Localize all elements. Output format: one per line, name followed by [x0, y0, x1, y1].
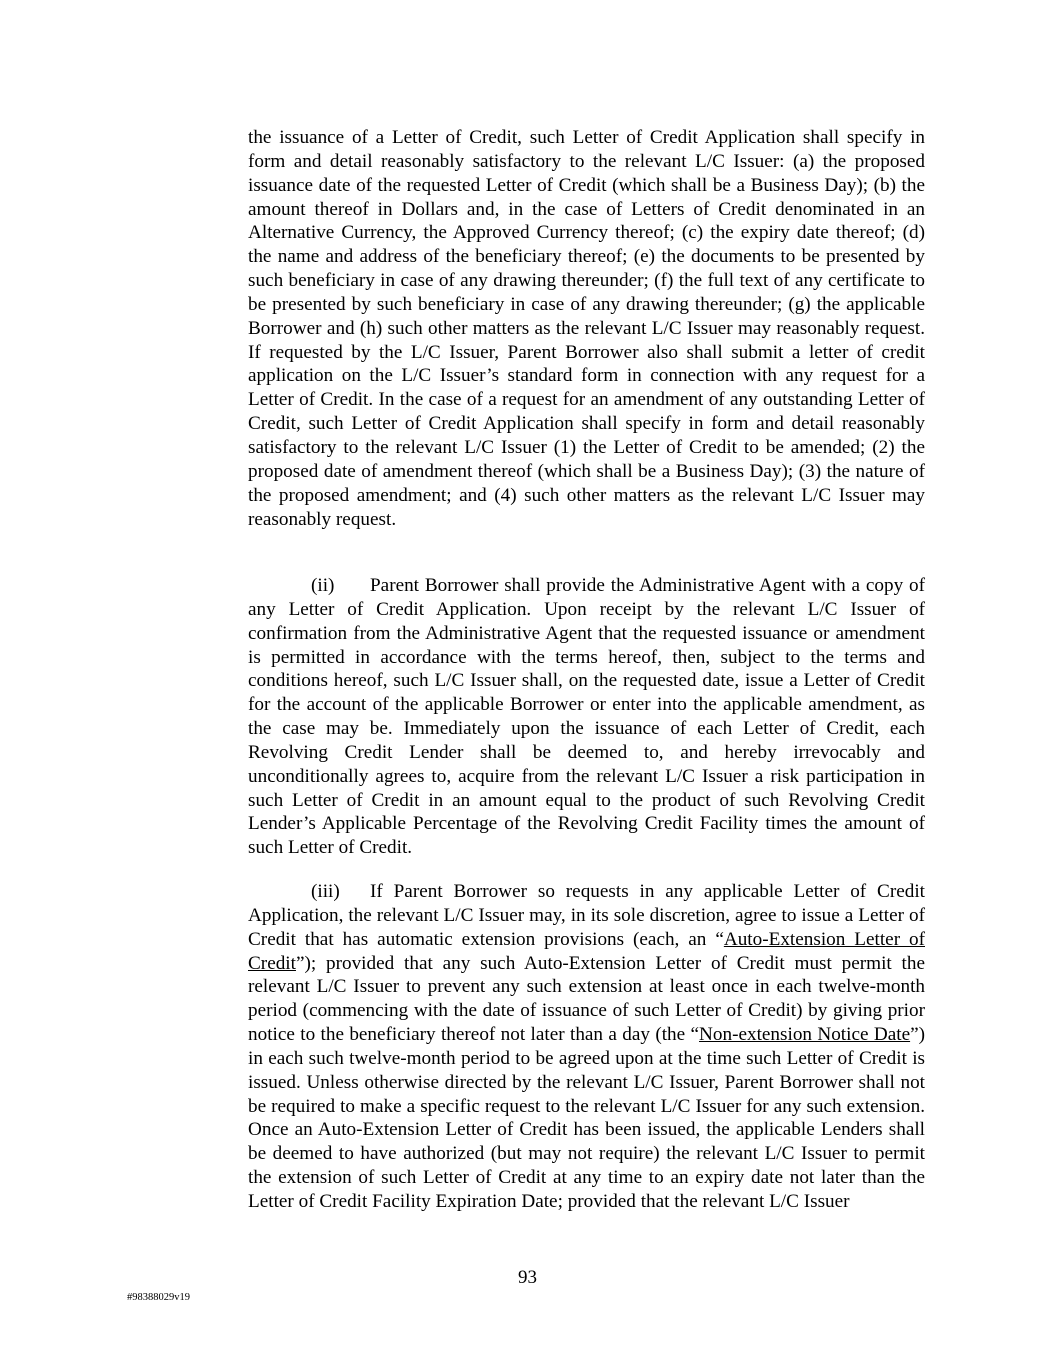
paragraph-2 — [248, 574, 925, 860]
body-paragraph-continued — [248, 126, 925, 531]
paragraph-2-text: Parent Borrower shall provide the Administrative Agent with a copy of any Letter of Credit Application. Upon receipt by the relevant L/C Issuer of confirmation from the Administrative Agent that the requested issuance or amendment is permitted in accordance with the terms hereof, then, subject to the terms and conditions hereof, such L/C Issuer shall, on the requested date, issue a Letter of Credit for the account of the applicable Borrower or enter into the applicable amendment, as the case may be. Immediately upon the issuance of each Letter of Credit, each Revolving Credit Lender shall be deemed to, and hereby irrevocably and unconditionally agrees to, acquire from the relevant L/C Issuer a risk participation in such Letter of Credit in an amount equal to the product of such Revolving Credit Lender’s Applicable Percentage of the Revolving Credit Facility times the amount of such Letter of Credit. — [248, 575, 925, 859]
page-number: 93 — [518, 1267, 537, 1288]
document-id: #98388029v19 — [127, 1292, 190, 1303]
defined-term-auto-extension: Auto-Extension Letter of Credit — [248, 928, 925, 974]
paragraph-1-text: the issuance of a Letter of Credit, such Letter of Credit Application shall specify in form and detail reasonably satisfactory to the relevant L/C Issuer: (a) the proposed issuance date of the requested Letter of Credit (which shall be a Business Day); (b) the amount thereof in Dollars and, in the case of Letters of Credit denominated in an Alternative Currency, the Approved Currency thereof; (c) the expiry date thereof; (d) the name and address of the beneficiary thereof; (e) the documents to be presented by such beneficiary in case of any drawing thereunder; (f) the full text of any certificate to be presented by such beneficiary in case of any drawing thereunder; (g) the applicable Borrower and (h) such other matters as the relevant L/C Issuer may reasonably request. If requested by the L/C Issuer, Parent Borrower also shall submit a letter of credit application on the L/C Issuer’s standard form in connection with any request for a Letter of Credit. In the case of a request for an amendment of any outstanding Letter of Credit, such Letter of Credit Application shall specify in form and detail reasonably satisfactory to the relevant L/C Issuer (1) the Letter of Credit to be amended; (2) the proposed date of amendment thereof (which shall be a Business Day); (3) the nature of the proposed amendment; and (4) such other matters as the relevant L/C Issuer may reasonably request. — [248, 127, 925, 530]
body-paragraph-iii — [248, 880, 925, 1214]
paragraph-3-text-c: ”) in each such twelve-month period to be agreed upon at the time such Letter of Credit is issued. Unless otherwise directed by the relevant L/C Issuer, Parent Borrower shall not be required to make a specific request to the relevant L/C Issuer for any such extension. Once an Auto-Extension Letter of Credit has been issued, the applicable Lenders shall be deemed to have authorized (but may not require) the relevant L/C Issuer to permit the extension of such Letter of Credit at any time to an expiry date not later than the Letter of Credit Facility Expiration Date; provided that the relevant L/C Issuer — [248, 1024, 925, 1212]
body-paragraph-ii — [248, 574, 925, 860]
paragraph-3 — [248, 880, 925, 1214]
paragraph-3-text-a: If Parent Borrower so requests in any applicable Letter of Credit Application, the relevant L/C Issuer may, in its sole discretion, agree to issue a Letter of Credit that has automatic extension provisions (each, an “ — [248, 881, 925, 950]
paragraph-3-text-b: ”); provided that any such Auto-Extension Letter of Credit must permit the relevant L/C Issuer to prevent any such extension at least once in each twelve-month period (commencing with the date of issuance of such Letter of Credit) by giving prior notice to the beneficiary thereof not later than a day (the “ — [248, 952, 925, 1046]
clause-number-iii: (iii) — [311, 881, 340, 902]
defined-term-non-extension-notice-date: Non-extension Notice Date — [699, 1024, 911, 1046]
clause-number-ii: (ii) — [311, 575, 335, 596]
